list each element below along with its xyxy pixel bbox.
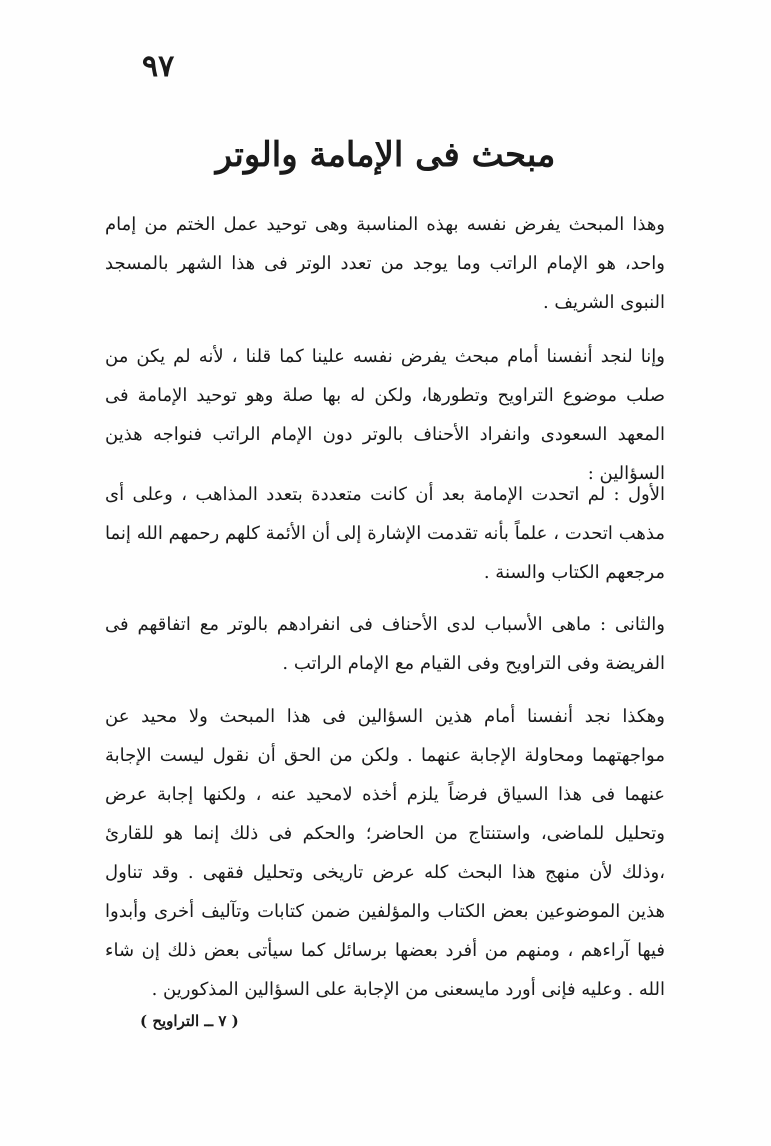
paragraph-2: وإنا لنجد أنفسنا أمام مبحث يفرض نفسه علينا كما قلنا ، لأنه لم يكن من صلب موضوع التراويح وتطورها، ولكن له بها صلة وهو توحيد الإمامة فى المعهد السعودى وانفراد الأحناف بالوتر دون الإمام الراتب فنواجه هذين السؤالين :: [105, 346, 665, 484]
page-number: ٩٧: [142, 49, 175, 84]
paragraph-4: والثانى : ماهى الأسباب لدى الأحناف فى انفرادهم بالوتر مع اتفاقهم فى الفريضة وفى التراويح وفى القيام مع الإمام الراتب .: [105, 614, 665, 674]
body-text: [105, 205, 665, 1005]
paragraph-1: وهذا المبحث يفرض نفسه بهذه المناسبة وهى توحيد عمل الختم من إمام واحد، هو الإمام الراتب وما يوجد من تعدد الوتر فى هذا الشهر بالمسجد النبوى الشريف .: [105, 214, 665, 313]
paragraph-3: الأول : لم اتحدت الإمامة بعد أن كانت متعددة بتعدد المذاهب ، وعلى أى مذهب اتحدت ، علماً بأنه تقدمت الإشارة إلى أن الأئمة كلهم رحمهم الله إنما مرجعهم الكتاب والسنة .: [105, 484, 665, 583]
section-title: مبحث فى الإمامة والوتر: [215, 135, 556, 175]
paragraph-5: وهكذا نجد أنفسنا أمام هذين السؤالين فى هذا المبحث ولا محيد عن مواجهتهما ومحاولة الإجابة عنهما . ولكن من الحق أن نقول ليست الإجابة عنهما فى هذا السياق فرضاً يلزم أخذه لامحيد عنه ، ولكنها إجابة عرض وتحليل للماضى، واستنتاج من الحاضر؛ والحكم فى ذلك إنما هو للقارئ ،وذلك لأن منهج هذا البحث كله عرض تاريخى وتحليل فقهى . وقد تناول هذين الموضوعين بعض الكتاب والمؤلفين ضمن كتابات وتآليف أخرى وأبدوا فيها آراءهم ، ومنهم من أفرد بعضها برسائل كما سيأتى بعض ذلك إن شاء الله . وعليه فإنى أورد مايسعنى من الإجابة على السؤالين المذكورين .: [105, 706, 665, 1000]
footer-signature: ( ٧ ــ التراويح ): [140, 1012, 239, 1030]
